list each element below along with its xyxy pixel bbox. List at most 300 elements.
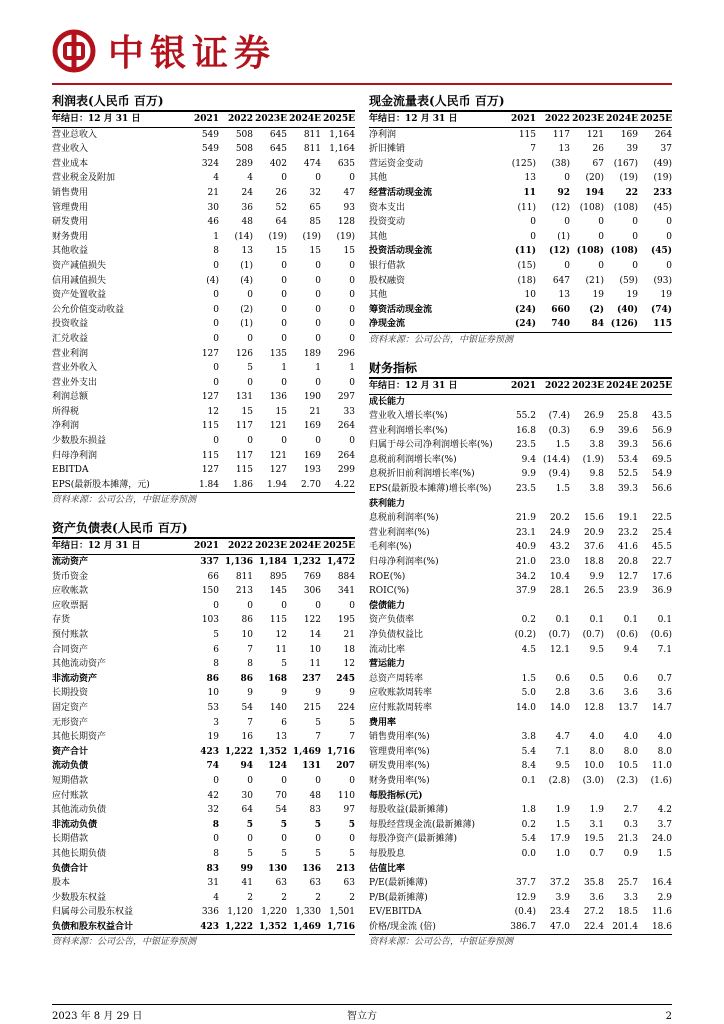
cell-value: 1.5 <box>555 819 570 830</box>
cell-value: 136 <box>269 392 287 403</box>
cell-value: 0 <box>281 173 287 184</box>
cell-value: 15.6 <box>583 513 604 524</box>
table-row <box>369 171 672 186</box>
cell-value: 194 <box>585 187 604 198</box>
row-label: 所得税 <box>52 406 80 417</box>
table-row <box>369 862 672 877</box>
table-row <box>369 453 672 468</box>
cell-value: 53.4 <box>617 454 638 465</box>
cell-value: 8 <box>213 246 219 257</box>
table-row <box>369 584 672 599</box>
cell-value: (93) <box>653 275 672 286</box>
cell-value: 0.9 <box>623 848 638 859</box>
cell-value: 145 <box>269 586 287 597</box>
table-row <box>52 171 355 186</box>
table-row <box>52 584 355 599</box>
cell-value: 9.5 <box>589 644 604 655</box>
cell-value: 97 <box>343 805 355 816</box>
row-label: 销售费用 <box>52 187 89 198</box>
row-label: 价格/现金流 (倍) <box>369 921 436 932</box>
cell-value: 299 <box>337 465 355 476</box>
cell-value: (12) <box>551 202 570 213</box>
row-label: 非流动负债 <box>52 819 98 830</box>
table-row <box>369 686 672 701</box>
row-label: 销售费用率(%) <box>369 732 430 743</box>
cell-value: (20) <box>585 173 604 184</box>
cell-value: 297 <box>337 392 355 403</box>
table-row <box>369 789 672 804</box>
row-label: 公允价值变动收益 <box>52 304 125 315</box>
footer-date: 2023 年 8 月 29 日 <box>52 1011 143 1022</box>
cell-value: 0 <box>349 260 355 271</box>
cell-value: 0 <box>315 333 321 344</box>
cell-value <box>502 497 536 512</box>
cell-value: 32 <box>309 187 321 198</box>
cell-value: 0.0 <box>521 848 536 859</box>
row-label: 短期借款 <box>52 775 89 786</box>
ratios-source: 资料来源：公司公告，中银证券预测 <box>369 934 672 949</box>
cell-value: 0 <box>315 319 321 330</box>
cell-value: 56.6 <box>651 440 672 451</box>
row-label: 资本支出 <box>369 202 406 213</box>
table-header-row <box>52 112 355 127</box>
table-row <box>52 288 355 303</box>
cell-value: 5 <box>280 819 287 830</box>
cell-value: (19) <box>268 231 287 242</box>
balance-source: 资料来源：公司公告，中银证券预测 <box>52 934 355 949</box>
cell-value: 23.0 <box>549 557 570 568</box>
cell-value: 1.5 <box>555 484 570 495</box>
cell-value: 0 <box>315 834 321 845</box>
cell-value: 3.8 <box>589 484 604 495</box>
cell-value: 19 <box>592 290 604 301</box>
row-label: 预付账款 <box>52 630 89 640</box>
cell-value: 1,501 <box>329 907 355 918</box>
cell-value: 36.9 <box>651 586 672 597</box>
cell-value: 16 <box>241 732 253 743</box>
table-row <box>52 672 355 687</box>
cell-value: (9.4) <box>548 469 570 480</box>
cell-value: (40) <box>616 304 638 315</box>
table-row <box>369 424 672 439</box>
row-label: 获利能力 <box>369 498 406 509</box>
row-label: 负债合计 <box>52 863 89 874</box>
cashflow-title: 现金流量表(人民币 百万) <box>369 94 505 108</box>
cell-value: 0 <box>281 260 287 271</box>
header-year: 2024E <box>604 112 638 127</box>
row-label: 经营活动现金流 <box>369 187 433 198</box>
row-label: 费用率 <box>369 717 397 728</box>
cell-value: 13 <box>241 246 253 257</box>
header-year: 2025E <box>638 112 672 127</box>
cell-value: 28.1 <box>549 586 570 597</box>
cell-value: 140 <box>269 702 287 713</box>
cell-value: 0 <box>666 260 672 271</box>
cell-value: 5 <box>348 819 355 830</box>
row-label: EPS(最新股本摊薄)增长率(%) <box>369 484 492 495</box>
cell-value: 9.4 <box>521 454 536 465</box>
cell-value: 3 <box>213 717 219 728</box>
header-year: 2022 <box>536 112 570 127</box>
cell-value: 5 <box>314 819 321 830</box>
cell-value: (45) <box>650 246 672 257</box>
brand-name: 中银证券 <box>108 32 277 74</box>
cell-value: 10 <box>524 290 536 301</box>
cell-value: 55.2 <box>515 411 536 422</box>
table-row <box>369 303 672 318</box>
cell-value: 37.6 <box>583 542 604 553</box>
cell-value: 0 <box>564 217 570 228</box>
cell-value: (45) <box>653 202 672 213</box>
cell-value: 18.5 <box>617 907 638 918</box>
cell-value: 2.8 <box>555 688 570 699</box>
cell-value: 17.6 <box>651 571 672 582</box>
cell-value: 0.1 <box>521 775 536 786</box>
row-label: 其他 <box>369 231 388 242</box>
cell-value: (0.7) <box>548 630 570 640</box>
table-row <box>52 628 355 643</box>
cell-value: 18.8 <box>583 557 604 568</box>
cell-value: 9 <box>349 688 355 699</box>
cell-value: 0 <box>632 260 638 271</box>
row-label: 长期投资 <box>52 688 89 699</box>
row-label: 存货 <box>52 615 71 626</box>
cell-value: 8.0 <box>589 746 604 757</box>
header-year: 2025E <box>321 539 355 554</box>
cell-value: 39.3 <box>617 440 638 451</box>
cell-value: 83 <box>309 805 321 816</box>
row-label: 息税折旧前利润增长率(%) <box>369 469 475 480</box>
cell-value: 46 <box>207 217 219 228</box>
cell-value: (14) <box>234 231 253 242</box>
cell-value: 0 <box>247 290 253 301</box>
cell-value: 115 <box>201 421 219 432</box>
cell-value: 0 <box>349 377 355 388</box>
cell-value <box>502 716 536 731</box>
row-label: 筹资活动现金流 <box>369 304 433 315</box>
table-header-row <box>369 112 672 127</box>
cell-value: 0 <box>564 173 570 184</box>
cell-value: 15 <box>343 246 355 257</box>
row-label: 营运能力 <box>369 659 406 670</box>
row-label: 营业税金及附加 <box>52 173 116 184</box>
cell-value: 16.8 <box>515 425 536 436</box>
row-label: 投资变动 <box>369 217 406 228</box>
cell-value: 19 <box>207 732 219 743</box>
cell-value: (0.3) <box>548 425 570 436</box>
cell-value: (38) <box>551 158 570 169</box>
table-row <box>369 317 672 332</box>
cell-value: 4.2 <box>657 805 672 816</box>
income-table <box>52 112 355 492</box>
cell-value <box>536 716 570 731</box>
cell-value: 5 <box>281 848 287 859</box>
cell-value: 3.1 <box>589 819 604 830</box>
table-row <box>369 716 672 731</box>
cell-value: 1.5 <box>521 673 536 684</box>
cell-value: 8 <box>212 819 219 830</box>
income-source: 资料来源：公司公告，中银证券预测 <box>52 492 355 507</box>
cell-value: (1.6) <box>650 775 672 786</box>
cell-value <box>502 862 536 877</box>
table-row <box>369 570 672 585</box>
cell-value: 12 <box>343 659 355 670</box>
cell-value: 23.9 <box>617 586 638 597</box>
cell-value: (24) <box>514 319 536 330</box>
row-label: 其他 <box>369 173 388 184</box>
cell-value: 0.6 <box>623 673 638 684</box>
cell-value: 74 <box>206 761 219 772</box>
cell-value: 39.6 <box>617 425 638 436</box>
cell-value <box>604 657 638 672</box>
cell-value: 3.7 <box>657 819 672 830</box>
cell-value: 8.4 <box>521 761 536 772</box>
header-year: 2021 <box>502 379 536 394</box>
cell-value: 21.9 <box>515 513 536 524</box>
cell-value: 115 <box>518 129 536 140</box>
table-row <box>52 803 355 818</box>
cell-value: 19.1 <box>617 513 638 524</box>
cell-value: 94 <box>240 761 253 772</box>
row-label: 偿债能力 <box>369 600 406 611</box>
cell-value: (108) <box>613 202 638 213</box>
row-label: 资产负债率 <box>369 615 415 626</box>
cell-value: 0 <box>315 290 321 301</box>
cell-value: 0 <box>349 173 355 184</box>
cell-value: 1.84 <box>198 479 219 490</box>
cell-value: 193 <box>303 465 321 476</box>
cell-value: 895 <box>269 571 287 582</box>
row-label: 其他 <box>369 290 388 301</box>
cell-value: 117 <box>235 450 253 461</box>
row-label: 营业利润 <box>52 348 89 359</box>
cell-value: 150 <box>201 586 219 597</box>
cell-value: 117 <box>235 421 253 432</box>
row-label: 资产合计 <box>52 746 89 757</box>
ratios-table <box>369 379 672 935</box>
cell-value: 1,352 <box>258 921 287 932</box>
cell-value: 70 <box>275 790 287 801</box>
cell-value: 0.6 <box>555 673 570 684</box>
cell-value: (1) <box>240 260 253 271</box>
cell-value: 36 <box>241 202 253 213</box>
cell-value: 13 <box>524 173 536 184</box>
table-row <box>369 274 672 289</box>
cell-value: (125) <box>511 158 536 169</box>
cell-value: (0.6) <box>650 630 672 640</box>
cell-value: 0 <box>349 775 355 786</box>
cell-value: 47.0 <box>549 921 570 932</box>
cell-value: 645 <box>269 144 287 155</box>
table-row <box>369 482 672 497</box>
cell-value: 8 <box>213 659 219 670</box>
cell-value: 92 <box>557 187 570 198</box>
cell-value: 23.5 <box>515 440 536 451</box>
table-row <box>52 127 355 142</box>
table-row <box>369 613 672 628</box>
table-row <box>369 628 672 643</box>
row-label: 应收帐款 <box>52 586 89 597</box>
cell-value: (4) <box>206 275 219 286</box>
cell-value: 10 <box>241 630 253 640</box>
cell-value: 127 <box>201 348 219 359</box>
table-row <box>369 745 672 760</box>
table-row <box>369 599 672 614</box>
cell-value <box>570 657 604 672</box>
row-label: 股本 <box>52 878 71 889</box>
cell-value: 52 <box>275 202 287 213</box>
row-label: 营业外收入 <box>52 363 98 374</box>
cell-value: 8.0 <box>623 746 638 757</box>
row-label: 应付账款周转率 <box>369 702 433 713</box>
table-row <box>52 686 355 701</box>
table-row <box>52 613 355 628</box>
cell-value: 0.2 <box>521 819 536 830</box>
cell-value: 10.0 <box>583 761 604 772</box>
cell-value: 635 <box>337 158 355 169</box>
row-label: 流动比率 <box>369 644 406 655</box>
cell-value: 423 <box>200 921 219 932</box>
cell-value: 99 <box>240 863 253 874</box>
header-year: 2023E <box>253 112 287 127</box>
cell-value: 0 <box>281 319 287 330</box>
cell-value: 13.7 <box>617 702 638 713</box>
cell-value: 0 <box>281 304 287 315</box>
cell-value: 0 <box>349 333 355 344</box>
row-label: 营业收入增长率(%) <box>369 411 448 422</box>
table-row <box>52 555 355 570</box>
cell-value: 324 <box>201 158 219 169</box>
cell-value: 19 <box>660 290 672 301</box>
cell-value: 21.0 <box>515 557 536 568</box>
cell-value: (126) <box>610 319 638 330</box>
cell-value: 85 <box>309 217 321 228</box>
cell-value: 0 <box>281 600 287 611</box>
row-label: 总资产周转率 <box>369 673 424 684</box>
cell-value: 0 <box>247 333 253 344</box>
cell-value: 54.9 <box>651 469 672 480</box>
cell-value: 9.9 <box>521 469 536 480</box>
table-row <box>369 230 672 245</box>
table-row <box>52 244 355 259</box>
cell-value: 127 <box>269 465 287 476</box>
cell-value: 86 <box>206 673 219 684</box>
report-header <box>52 25 672 81</box>
header-year: 2023E <box>570 112 604 127</box>
table-row <box>52 847 355 862</box>
cell-value: 25.8 <box>617 411 638 422</box>
cell-value: 386.7 <box>510 921 536 932</box>
table-row <box>52 186 355 201</box>
table-row <box>369 730 672 745</box>
cell-value <box>638 497 672 512</box>
table-row <box>52 570 355 585</box>
table-row <box>369 774 672 789</box>
cell-value: 0 <box>349 834 355 845</box>
cell-value: 12.8 <box>583 702 604 713</box>
cell-value: 0 <box>247 834 253 845</box>
cell-value: 2 <box>349 892 355 903</box>
cell-value <box>502 394 536 409</box>
cell-value: 124 <box>268 761 287 772</box>
cell-value: 5.4 <box>521 746 536 757</box>
cell-value: 11.0 <box>651 761 672 772</box>
cell-value: 224 <box>337 702 355 713</box>
row-label: 应收票据 <box>52 600 89 611</box>
cell-value: 3.8 <box>521 732 536 743</box>
cell-value: (21) <box>585 275 604 286</box>
cell-value: 4 <box>213 173 219 184</box>
table-row <box>369 643 672 658</box>
cell-value: 12.9 <box>515 892 536 903</box>
row-label: 资产减值损失 <box>52 260 107 271</box>
cell-value: 11 <box>309 659 321 670</box>
cell-value: 6 <box>281 717 287 728</box>
table-row <box>52 303 355 318</box>
cell-value: 8.0 <box>657 746 672 757</box>
cell-value: 0 <box>315 436 321 447</box>
cell-value: (49) <box>653 158 672 169</box>
cell-value: 5 <box>246 819 253 830</box>
table-row <box>52 259 355 274</box>
cell-value: 63 <box>275 878 287 889</box>
table-row <box>369 701 672 716</box>
cell-value: 337 <box>200 557 219 568</box>
cell-value: 660 <box>551 304 570 315</box>
cell-value: 474 <box>303 158 321 169</box>
cell-value: 26.5 <box>583 586 604 597</box>
row-label: 汇兑收益 <box>52 333 89 344</box>
table-row <box>52 716 355 731</box>
cell-value: 117 <box>552 129 570 140</box>
cell-value: 0 <box>213 377 219 388</box>
header-year: 2024E <box>287 112 321 127</box>
cell-value: 18.6 <box>651 921 672 932</box>
cell-value: 11 <box>275 644 287 655</box>
cell-value: 66 <box>207 571 219 582</box>
row-label: 财务费用率(%) <box>369 775 430 786</box>
cell-value: 296 <box>337 348 355 359</box>
cell-value: 884 <box>337 571 355 582</box>
cell-value <box>570 862 604 877</box>
cell-value <box>638 789 672 804</box>
cell-value: 1.8 <box>521 805 536 816</box>
row-label: ROIC(%) <box>369 586 410 597</box>
cell-value: 53 <box>207 702 219 713</box>
cell-value: 63 <box>343 878 355 889</box>
cell-value: 5 <box>315 848 321 859</box>
header-year: 2022 <box>536 379 570 394</box>
cell-value: 127 <box>201 392 219 403</box>
cell-value: 115 <box>653 319 672 330</box>
cell-value: 0.7 <box>657 673 672 684</box>
cell-value: 37.9 <box>515 586 536 597</box>
cell-value: 647 <box>552 275 570 286</box>
cell-value: 0 <box>213 333 219 344</box>
cell-value: 0 <box>315 275 321 286</box>
row-label: P/B(最新摊薄) <box>369 892 428 903</box>
cell-value: 1,472 <box>326 557 355 568</box>
table-row <box>369 540 672 555</box>
cell-value: 5 <box>349 717 355 728</box>
cell-value: 7.1 <box>555 746 570 757</box>
cell-value: 15 <box>275 246 287 257</box>
row-label: 负债和股东权益合计 <box>52 921 134 932</box>
bank-of-china-logo-icon <box>52 29 96 73</box>
cell-value: 2 <box>281 892 287 903</box>
header-year: 2023E <box>253 539 287 554</box>
cell-value: 1.5 <box>657 848 672 859</box>
